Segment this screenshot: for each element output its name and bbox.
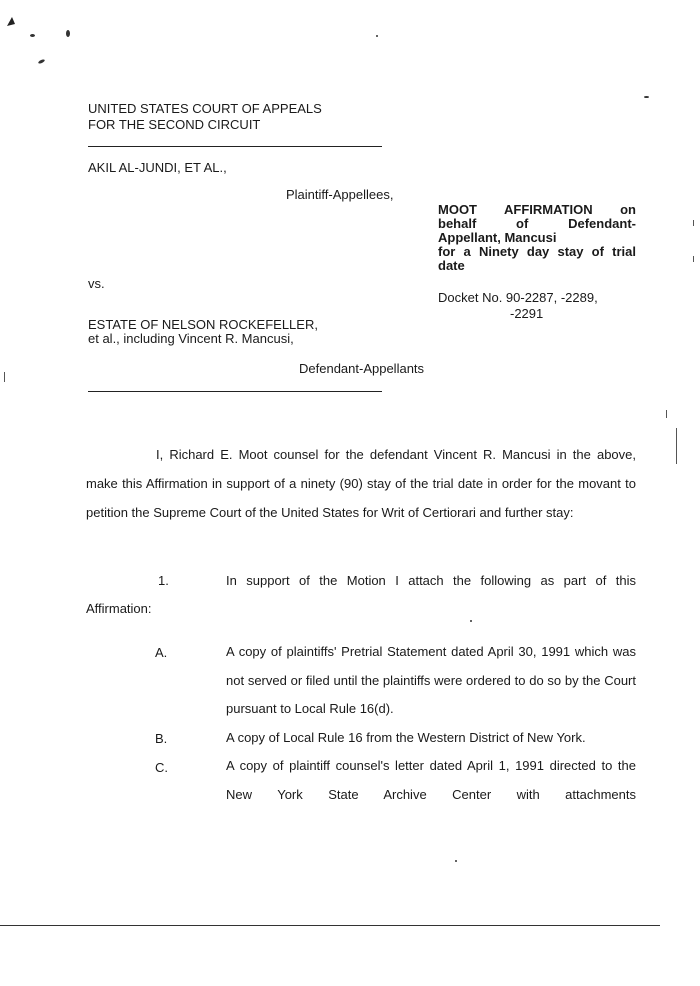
scan-speck	[644, 96, 649, 98]
scan-speck	[66, 30, 70, 37]
scan-edge-mark	[693, 256, 694, 262]
scan-edge-mark	[666, 410, 667, 418]
court-heading	[88, 101, 322, 133]
defendant-name-line1: ESTATE OF NELSON ROCKEFELLER,	[88, 317, 318, 332]
item-label: B.	[155, 731, 168, 746]
item-text: A copy of plaintiffs' Pretrial Statement dated April 30, 1991 which was not served or filed until the plaintiffs were ordered to do so by the Court pursuant to Local Rule 16(d).	[226, 644, 636, 716]
scan-speck	[455, 860, 457, 862]
motion-title-line2: behalf of Defendant-	[438, 216, 636, 231]
motion-title	[438, 203, 636, 273]
item-label: C.	[155, 760, 168, 775]
scan-mark	[6, 15, 16, 23]
intro-text: I, Richard E. Moot counsel for the defendant Vincent R. Mancusi in the above, make this Affirmation in support of a ninety (90) stay of the trial date in order for the movant to petition the Supreme Court of the United States for Writ of Certiorari and further stay:	[86, 447, 636, 520]
defendant-name-line2: et al., including Vincent R. Mancusi,	[88, 331, 294, 346]
versus: vs.	[88, 276, 105, 291]
motion-title-line3: Appellant, Mancusi	[438, 230, 557, 245]
court-name-line2: FOR THE SECOND CIRCUIT	[88, 117, 261, 132]
scan-speck	[470, 620, 472, 622]
caption-top-rule	[88, 146, 382, 147]
item-text: A copy of Local Rule 16 from the Western District of New York.	[226, 730, 586, 745]
paragraph-1-continuation: Affirmation:	[86, 601, 152, 616]
scan-edge-mark	[676, 428, 677, 464]
motion-title-line5: date	[438, 258, 465, 273]
scan-speck	[376, 35, 378, 37]
plaintiff-role: Plaintiff-Appellees,	[286, 187, 394, 202]
court-name-line1: UNITED STATES COURT OF APPEALS	[88, 101, 322, 116]
item-label: A.	[155, 645, 168, 660]
intro-paragraph	[86, 440, 636, 527]
plaintiff-name: AKIL AL-JUNDI, ET AL.,	[88, 160, 227, 175]
defendant-role: Defendant-Appellants	[299, 361, 425, 376]
scan-edge-mark	[4, 372, 5, 382]
motion-title-line1: MOOT AFFIRMATION on	[438, 202, 636, 217]
scan-edge-mark	[693, 220, 694, 226]
paragraph-1-text: In support of the Motion I attach the following as part of this	[226, 573, 636, 588]
scan-speck	[38, 59, 46, 65]
docket-line1: Docket No. 90-2287, -2289,	[438, 290, 598, 305]
scan-speck	[30, 34, 35, 37]
caption-bottom-rule	[88, 391, 382, 392]
docket-line2: -2291	[510, 306, 544, 321]
scan-bottom-line	[0, 925, 660, 926]
docket-number	[438, 290, 598, 322]
paragraph-number: 1.	[158, 573, 169, 588]
item-text: A copy of plaintiff counsel's letter dated April 1, 1991 directed to the New York State Archive Center with attachments	[226, 758, 636, 802]
motion-title-line4: for a Ninety day stay of trial	[438, 244, 636, 259]
